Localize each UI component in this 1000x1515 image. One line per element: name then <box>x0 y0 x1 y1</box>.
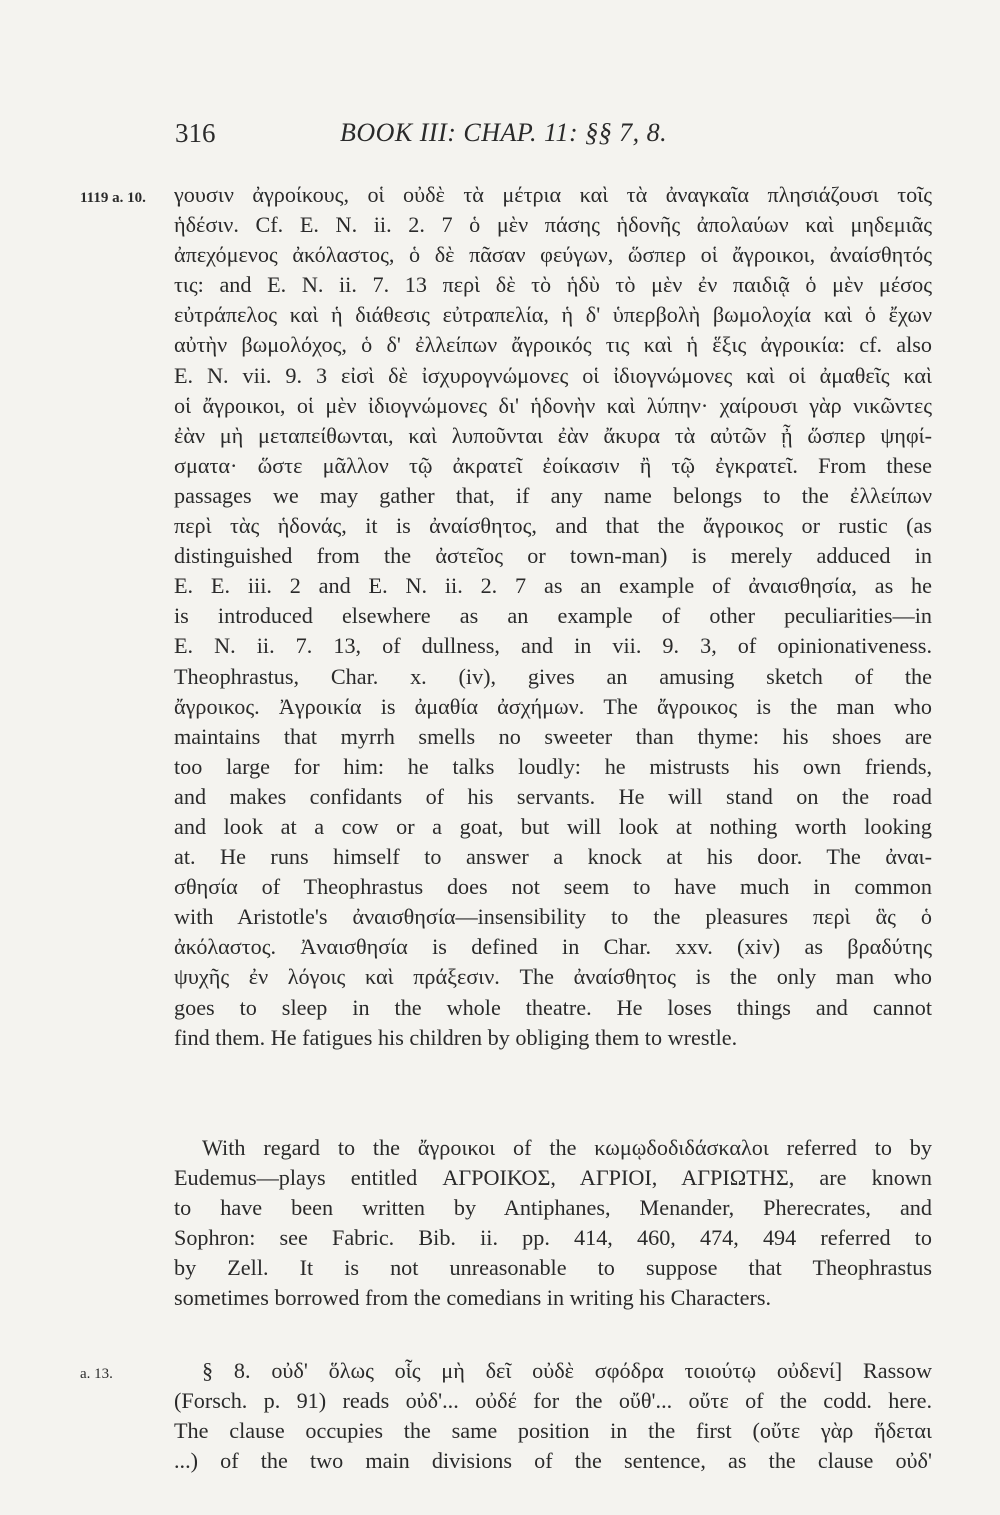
text-line: by Zell. It is not unreasonable to suppose that Theophrastus <box>174 1255 932 1281</box>
running-head: BOOK III: CHAP. 11: §§ 7, 8. <box>340 118 668 147</box>
text-line: § 8. οὐδ' ὅλως οἷς μὴ δεῖ οὐδὲ σφόδρα τοιούτῳ οὐδενί] Rassow <box>202 1358 932 1383</box>
page-header <box>0 118 1000 158</box>
text-line: The clause occupies the same position in the first (οὔτε γὰρ ἥδεται <box>174 1418 932 1444</box>
text-line: ἀπεχόμενος ἀκόλαστος, ὁ δὲ πᾶσαν φεύγων, ὥσπερ οἱ ἄγροικοι, ἀναίσθητός <box>174 242 932 268</box>
commentary-paragraph-2 <box>174 1133 932 1314</box>
text-line: ...) of the two main divisions of the sentence, as the clause οὐδ' <box>174 1448 932 1474</box>
text-line: ἡδέσιν. Cf. E. N. ii. 2. 7 ὁ μὲν πάσης ἡδονῆς ἀπολαύων καὶ μηδεμιᾶς <box>174 212 932 238</box>
text-line: (Forsch. p. 91) reads οὐδ'... οὐδέ for the οὔθ'... οὔτε of the codd. here. <box>174 1388 932 1414</box>
text-line: εὐτράπελος καὶ ἡ διάθεσις εὐτραπελία, ἡ δ' ὑπερβολὴ βωμολοχία καὶ ὁ ἔχων <box>174 302 932 328</box>
text-line: περὶ τὰς ἡδονάς, it is ἀναίσθητος, and that the ἄγροικος or rustic (as <box>174 513 932 539</box>
text-line: maintains that myrrh smells no sweeter than thyme: his shoes are <box>174 723 932 749</box>
text-line: σματα· ὥστε μᾶλλον τῷ ἀκρατεῖ ἐοίκασιν ἢ τῷ ἐγκρατεῖ. From these <box>174 452 932 478</box>
text-line: with Aristotle's ἀναισθησία—insensibility to the pleasures περὶ ἃς ὁ <box>174 904 932 930</box>
text-line: E. N. ii. 7. 13, of dullness, and in vii. 9. 3, of opinionativeness. <box>174 633 932 659</box>
text-line: ἄγροικος. Ἀγροικία is ἀμαθία ἀσχήμων. The ἄγροικος is the man who <box>174 693 932 719</box>
text-line: and makes confidants of his servants. He will stand on the road <box>174 783 932 809</box>
text-line: find them. He fatigues his children by obliging them to wrestle. <box>174 1024 738 1050</box>
text-line: goes to sleep in the whole theatre. He loses things and cannot <box>174 994 932 1020</box>
margin-reference-1119a10: 1119 a. 10. <box>80 190 146 206</box>
text-line: αὐτὴν βωμολόχος, ὁ δ' ἐλλείπων ἄγροικός τις καὶ ἡ ἕξις ἀγροικία: cf. also <box>174 332 932 358</box>
text-line: is introduced elsewhere as an example of other peculiarities—in <box>174 603 932 629</box>
text-line: passages we may gather that, if any name belongs to the ἐλλείπων <box>174 482 932 508</box>
margin-reference-a13: a. 13. <box>80 1366 113 1382</box>
text-line: to have been written by Antiphanes, Menander, Pherecrates, and <box>174 1195 932 1221</box>
text-line: E. N. vii. 9. 3 εἰσὶ δὲ ἰσχυρογνώμονες οἱ ἰδιογνώμονες καὶ οἱ ἀμαθεῖς καὶ <box>174 362 932 388</box>
text-line: sometimes borrowed from the comedians in writing his Characters. <box>174 1285 772 1311</box>
text-line: ἐὰν μὴ μεταπείθωνται, καὶ λυποῦνται ἐὰν ἄκυρα τὰ αὐτῶν ᾖ ὥσπερ ψηφί- <box>174 422 932 448</box>
text-line: ἀκόλαστος. Ἀναισθησία is defined in Char. xxv. (xiv) as βραδύτης <box>174 934 932 960</box>
text-line: at. He runs himself to answer a knock at his door. The ἀναι- <box>174 844 932 870</box>
text-line: E. E. iii. 2 and E. N. ii. 2. 7 as an example of ἀναισθησία, as he <box>174 573 932 599</box>
text-line: τις: and E. N. ii. 7. 13 περὶ δὲ τὸ ἡδὺ τὸ μὲν ἐν παιδιᾷ ὁ μὲν μέσος <box>174 272 932 298</box>
commentary-paragraph-1 <box>174 180 932 1053</box>
text-line: distinguished from the ἀστεῖος or town-man) is merely adduced in <box>174 543 932 569</box>
text-line: οἱ ἄγροικοι, οἱ μὲν ἰδιογνώμονες δι' ἡδονὴν καὶ λύπην· χαίρουσι γὰρ νικῶντες <box>174 392 932 418</box>
commentary-paragraph-3 <box>174 1356 932 1476</box>
text-line: ψυχῆς ἐν λόγοις καὶ πράξεσιν. The ἀναίσθητος is the only man who <box>174 964 932 990</box>
text-line: With regard to the ἄγροικοι of the κωμῳδοδιδάσκαλοι referred to by <box>202 1135 932 1160</box>
text-line: Theophrastus, Char. x. (iv), gives an amusing sketch of the <box>174 663 932 689</box>
text-line: γουσιν ἀγροίκους, οἱ οὐδὲ τὰ μέτρια καὶ τὰ ἀναγκαῖα πλησιάζουσι τοῖς <box>174 182 932 207</box>
text-line: and look at a cow or a goat, but will look at nothing worth looking <box>174 813 932 839</box>
text-line: σθησία of Theophrastus does not seem to have much in common <box>174 874 932 900</box>
text-line: Sophron: see Fabric. Bib. ii. pp. 414, 460, 474, 494 referred to <box>174 1225 932 1251</box>
page-number: 316 <box>175 118 216 148</box>
text-line: Eudemus—plays entitled ΑΓΡΟΙΚΟΣ, ΑΓΡΙΟΙ, ΑΓΡΙΩΤΗΣ, are known <box>174 1165 932 1191</box>
text-line: too large for him: he talks loudly: he mistrusts his own friends, <box>174 753 932 779</box>
